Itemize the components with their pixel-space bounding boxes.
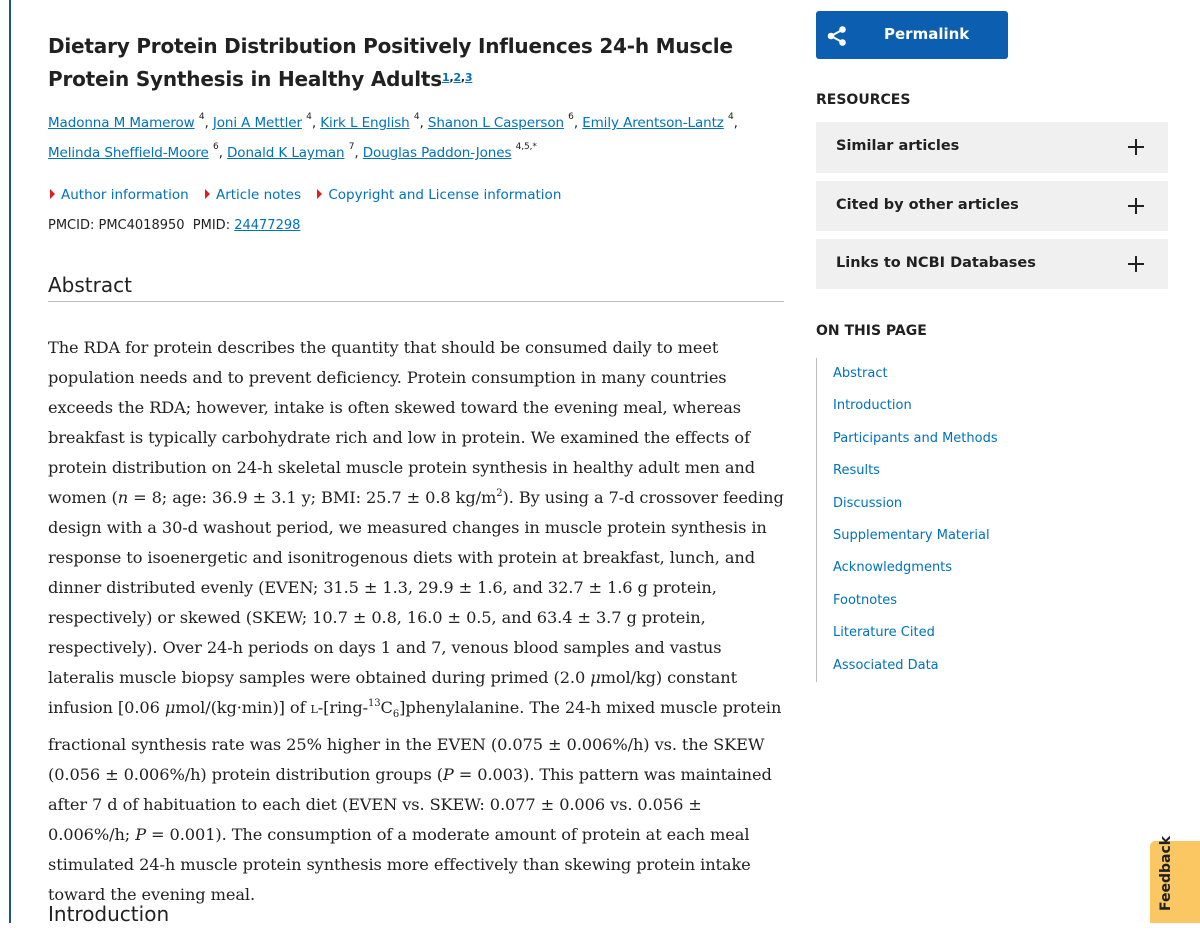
abstract-italic-p: P xyxy=(442,765,454,785)
abstract-segment: = 0.003). This pattern was maintained after 7 d of habituation to each diet (EVEN vs. SKEW: 0.077 ± 0.006 vs. 0.056 ± 0.006%/h; xyxy=(48,765,772,845)
abstract-segment: = 8; age: 36.9 ± 3.1 y; BMI: 25.7 ± 0.8 kg/m xyxy=(128,488,497,507)
plus-icon xyxy=(1128,256,1144,272)
abstract-superscript: 2 xyxy=(496,488,503,499)
triangle-right-icon xyxy=(205,189,210,199)
ncbi-links-accordion[interactable] xyxy=(816,239,1168,289)
article-title xyxy=(48,30,784,96)
abstract-segment: ]phenylalanine. The 24-h mixed muscle protein fractional synthesis rate was 25% higher in the EVEN (0.075 ± 0.006%/h) vs. the SKEW (0.056 ± 0.006%/h) protein distribution groups ( xyxy=(48,698,782,785)
abstract-text xyxy=(48,333,784,910)
toc-link-literature-cited[interactable]: Literature Cited xyxy=(833,625,935,641)
feedback-tab[interactable] xyxy=(1150,835,1200,923)
toc-link-introduction[interactable]: Introduction xyxy=(833,398,912,414)
on-this-page-nav xyxy=(816,358,1117,682)
abstract-segment: = 0.001). The consumption of a moderate amount of protein at each meal stimulated 24-h muscle protein synthesis more effectively than skewing protein intake toward the evening meal. xyxy=(48,825,751,905)
feedback-label: Feedback xyxy=(1158,835,1174,911)
plus-icon xyxy=(1128,198,1144,214)
toc-link-acknowledgments[interactable]: Acknowledgments xyxy=(833,560,953,576)
toc-link-associated-data[interactable]: Associated Data xyxy=(833,657,939,673)
author-information-toggle[interactable] xyxy=(48,187,189,203)
toc-link-abstract[interactable]: Abstract xyxy=(833,366,888,381)
author-information-label: Author information xyxy=(61,187,189,203)
title-footnote-refs: 1,2,3 xyxy=(441,71,473,84)
accordion-label: Cited by other articles xyxy=(836,197,1019,213)
pmcid-label: PMCID: xyxy=(48,218,95,233)
article-meta-links xyxy=(48,187,571,203)
abstract-segment: The RDA for protein describes the quantity that should be consumed daily to meet population needs and to prevent deficiency. Protein consumption in many countries exceeds the RDA; however, intake is often skewed toward the evening meal, whereas breakfast is typically carbohydrate rich and low in protein. We examined the effects of protein distribution on 24-h skeletal muscle protein synthesis in healthy adult men and women ( xyxy=(48,338,755,507)
abstract-segment: -[ring- xyxy=(317,698,369,717)
toc-link-footnotes[interactable]: Footnotes xyxy=(833,592,898,608)
on-this-page-heading: ON THIS PAGE xyxy=(816,323,927,339)
abstract-heading: Abstract xyxy=(48,273,784,302)
abstract-mu: μ xyxy=(164,698,176,717)
author-link[interactable]: Douglas Paddon-Jones xyxy=(362,145,512,161)
abstract-segment: mol/kg) constant infusion [0.06 xyxy=(48,668,738,717)
author-affiliation: 4 xyxy=(727,112,734,122)
abstract-superscript: 13 xyxy=(368,698,381,709)
copyright-toggle[interactable] xyxy=(315,187,561,203)
abstract-small-caps-l: L xyxy=(310,703,318,716)
permalink-button[interactable] xyxy=(816,11,1008,59)
cited-by-accordion[interactable] xyxy=(816,181,1168,231)
title-ref-2[interactable]: 2 xyxy=(453,71,461,84)
pmid-link[interactable]: 24477298 xyxy=(234,218,301,233)
resources-heading: RESOURCES xyxy=(816,92,911,108)
author-link[interactable]: Kirk L English xyxy=(320,115,410,131)
author-link[interactable]: Donald K Layman xyxy=(227,145,345,161)
abstract-subscript: 6 xyxy=(392,709,400,721)
toc-link-results[interactable]: Results xyxy=(833,463,880,479)
page-left-border xyxy=(9,0,11,923)
triangle-right-icon xyxy=(50,189,55,199)
pmcid-value: PMC4018950 xyxy=(98,218,185,233)
author-link[interactable]: Madonna M Mamerow xyxy=(48,115,195,131)
share-icon xyxy=(826,25,848,47)
author-affiliation: 4 xyxy=(198,112,205,122)
permalink-label: Permalink xyxy=(884,25,970,43)
abstract-segment: C xyxy=(380,698,393,717)
plus-icon xyxy=(1128,139,1144,155)
author-affiliation: 6 xyxy=(212,142,219,152)
author-link[interactable]: Melinda Sheffield-Moore xyxy=(48,145,209,161)
toc-link-participants-methods[interactable]: Participants and Methods xyxy=(833,430,998,446)
author-affiliation: 4 xyxy=(306,112,312,122)
accordion-label: Similar articles xyxy=(836,138,960,154)
toc-link-supplementary[interactable]: Supplementary Material xyxy=(833,527,990,543)
abstract-segment: mol/(kg·min)] of xyxy=(175,698,311,717)
author-affiliation: 7 xyxy=(348,142,355,152)
accordion-label: Links to NCBI Databases xyxy=(836,255,1036,271)
article-ids xyxy=(48,218,300,233)
toc-link-discussion[interactable]: Discussion xyxy=(833,495,903,511)
triangle-right-icon xyxy=(317,189,322,199)
abstract-italic-n: n xyxy=(117,488,129,507)
author-link[interactable]: Shanon L Casperson xyxy=(427,115,564,131)
article-notes-label: Article notes xyxy=(215,187,302,203)
copyright-label: Copyright and License information xyxy=(328,187,562,203)
title-ref-3[interactable]: 3 xyxy=(464,71,473,84)
author-link[interactable]: Emily Arentson-Lantz xyxy=(582,115,724,131)
abstract-italic-p: P xyxy=(135,825,146,845)
author-affiliation: 6 xyxy=(568,112,574,122)
author-affiliation: 4,5,* xyxy=(515,142,537,152)
article-title-text: Dietary Protein Distribution Positively Influences 24-h Muscle Protein Synthesis in Healthy Adults xyxy=(48,34,733,91)
author-link[interactable]: Joni A Mettler xyxy=(212,115,302,131)
introduction-heading: Introduction xyxy=(48,902,170,926)
abstract-segment: ). By using a 7-d crossover feeding design with a 30-d washout period, we measured changes in muscle protein synthesis in response to isoenergetic and isonitrogenous diets with protein at breakfast, lunch, and dinner distributed evenly (EVEN; 31.5 ± 1.3, 29.9 ± 1.6, and 32.7 ± 1.6 g protein, respectively) or skewed (SKEW; 10.7 ± 0.8, 16.0 ± 0.5, and 63.4 ± 3.7 g protein, respectively). Over 24-h periods on days 1 and 7, venous blood samples and vastus lateralis muscle biopsy samples were obtained during primed (2.0 xyxy=(48,488,784,687)
abstract-mu: μ xyxy=(590,668,601,687)
title-ref-1[interactable]: 1 xyxy=(441,71,450,84)
pmid-label: PMID: xyxy=(192,218,231,233)
author-affiliation: 4 xyxy=(413,112,420,122)
article-notes-toggle[interactable] xyxy=(203,187,301,203)
similar-articles-accordion[interactable] xyxy=(816,122,1168,173)
author-list: Madonna M Mamerow $^4$, Joni A Mettler $^4$, Kirk L English $^4$, Shanon L Casperson $^6$, Emily Arentson-Lantz $^4$, Melinda Sheffield-Moore $^6$, Donald K Layman $^7$, Douglas Paddon-Jones $^{4,5,*}$ xyxy=(48,112,738,161)
